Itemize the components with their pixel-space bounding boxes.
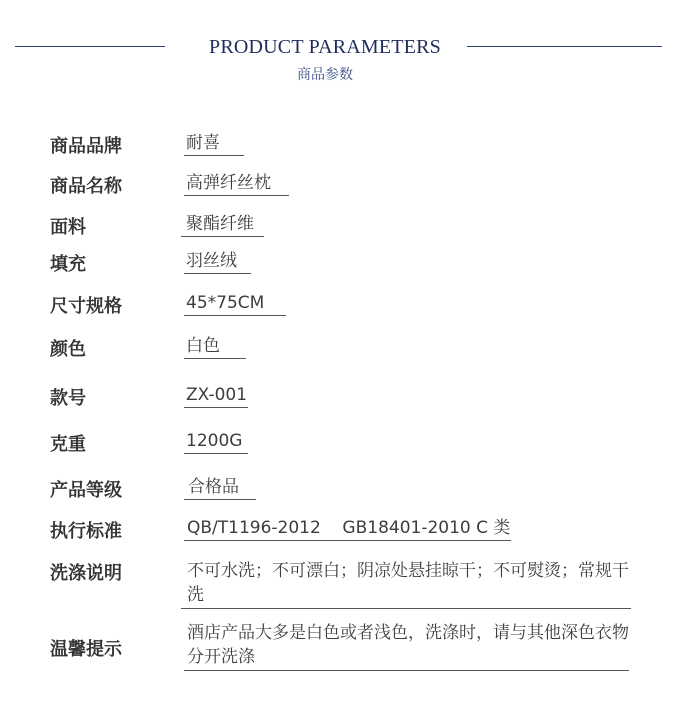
param-label: 颜色	[50, 339, 86, 360]
param-label: 商品名称	[50, 176, 122, 197]
param-label: 克重	[50, 434, 86, 455]
param-value: QB/T1196-2012 GB18401-2010 C 类	[184, 517, 511, 541]
param-label: 尺寸规格	[50, 296, 122, 317]
param-label: 填充	[50, 254, 86, 275]
param-value: 不可水洗；不可漂白；阴凉处悬挂晾干；不可熨烫；常规干洗	[181, 559, 631, 609]
param-value: 高弹纤丝枕	[184, 172, 289, 196]
page-subtitle: 商品参数	[297, 67, 353, 83]
param-label: 面料	[50, 217, 86, 238]
param-label: 商品品牌	[50, 136, 122, 157]
param-value: 45*75CM	[184, 292, 286, 316]
param-value: 羽丝绒	[184, 250, 251, 274]
param-value: 白色	[184, 335, 246, 359]
param-value: 酒店产品大多是白色或者浅色，洗涤时，请与其他深色衣物分开洗涤	[184, 621, 629, 671]
param-label: 执行标准	[50, 521, 122, 542]
param-label: 款号	[50, 388, 86, 409]
param-value: 耐喜	[184, 132, 244, 156]
header-line-right	[467, 46, 662, 47]
page-title: PRODUCT PARAMETERS	[209, 36, 441, 58]
param-label: 产品等级	[50, 480, 122, 501]
param-value: ZX-001	[184, 384, 248, 408]
param-value: 1200G	[184, 430, 248, 454]
param-label: 温馨提示	[50, 639, 122, 660]
param-value: 聚酯纤维	[181, 213, 264, 237]
param-label: 洗涤说明	[50, 563, 122, 584]
param-value: 合格品	[184, 476, 256, 500]
